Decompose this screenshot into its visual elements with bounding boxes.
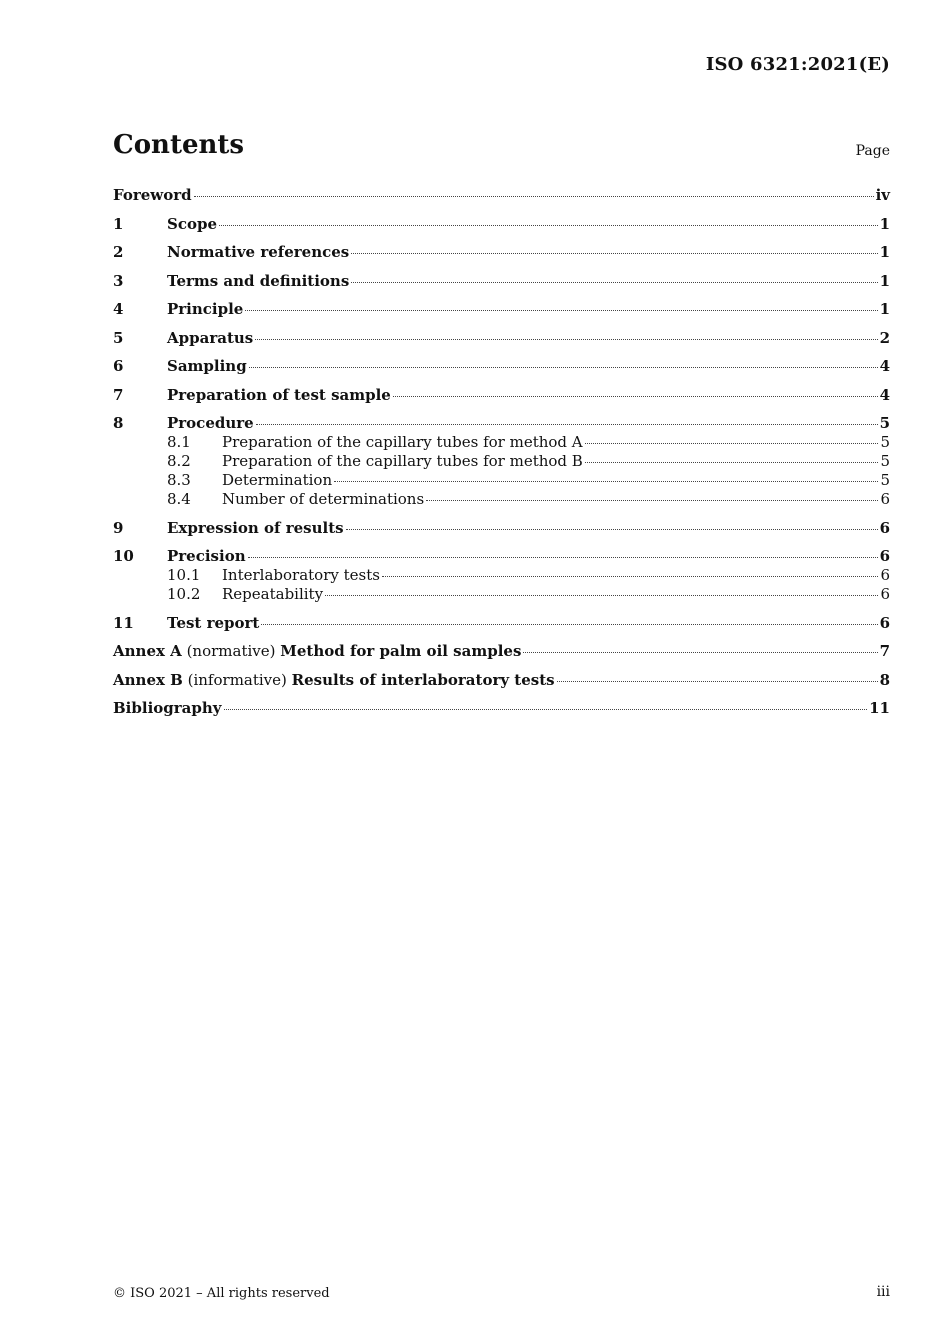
leader-dots <box>249 366 878 368</box>
toc-subentry-10-2[interactable] <box>113 585 890 604</box>
toc-title: Precision <box>167 547 246 565</box>
toc-page: 6 <box>879 613 890 632</box>
toc-entry-principle[interactable] <box>113 300 890 319</box>
toc-subnumber: 8.2 <box>167 452 191 470</box>
toc-entry-procedure[interactable] <box>113 414 890 433</box>
annex-title: Results of interlaboratory tests <box>291 670 555 689</box>
toc-subnumber: 10.1 <box>167 566 201 584</box>
toc-number: 6 <box>113 357 124 375</box>
toc-subentry-10-1[interactable] <box>113 566 890 585</box>
toc-page: 5 <box>880 471 890 489</box>
toc-title: Preparation of test sample <box>167 385 391 404</box>
toc-entry-foreword[interactable] <box>113 186 890 205</box>
toc-subentry-8-4[interactable] <box>113 490 890 509</box>
toc-title: Procedure <box>167 414 254 432</box>
toc-number: 5 <box>113 328 124 347</box>
toc-title: Foreword <box>113 186 192 204</box>
toc-number: 1 <box>113 214 124 233</box>
toc-page: 6 <box>879 518 890 537</box>
toc-title <box>113 671 555 690</box>
leader-dots <box>426 499 878 501</box>
leader-dots <box>351 281 877 283</box>
toc-title: Apparatus <box>167 328 254 347</box>
toc-number: 4 <box>113 300 124 318</box>
leader-dots <box>351 252 877 254</box>
copyright-notice: © ISO 2021 – All rights reserved <box>113 1286 330 1301</box>
toc-title: Sampling <box>167 357 247 375</box>
toc-page: 11 <box>869 699 890 717</box>
leader-dots <box>256 423 878 425</box>
toc-number: 11 <box>113 613 134 632</box>
leader-dots <box>523 651 877 653</box>
toc-subnumber: 8.3 <box>167 471 191 489</box>
toc-subentry-8-2[interactable] <box>113 452 890 471</box>
annex-label: Annex A <box>113 642 182 660</box>
leader-dots <box>261 623 877 625</box>
leader-dots <box>585 461 879 463</box>
toc-subentry-8-1[interactable] <box>113 433 890 452</box>
page-title: Contents <box>113 130 245 160</box>
toc-page: 1 <box>879 271 890 290</box>
toc-entry-annex-a[interactable] <box>113 642 890 661</box>
toc-title: Expression of results <box>167 518 344 537</box>
toc-page: 5 <box>880 433 890 451</box>
leader-dots <box>194 195 874 197</box>
toc-entry-terms-and-definitions[interactable] <box>113 272 890 291</box>
leader-dots <box>382 575 879 577</box>
toc-page: 6 <box>880 490 890 508</box>
leader-dots <box>346 528 878 530</box>
toc-entry-apparatus[interactable] <box>113 329 890 348</box>
toc-page: 5 <box>880 452 890 470</box>
leader-dots <box>325 594 878 596</box>
toc-number: 7 <box>113 385 124 404</box>
toc-title <box>113 642 521 661</box>
toc-entry-bibliography[interactable] <box>113 699 890 718</box>
toc-title: Normative references <box>167 243 350 261</box>
toc-page: 6 <box>880 585 890 603</box>
toc-page: 4 <box>879 357 890 375</box>
toc-page: 1 <box>879 214 890 233</box>
toc-number: 2 <box>113 243 124 261</box>
page-number: iii <box>876 1284 890 1300</box>
toc-page: 2 <box>879 328 890 347</box>
toc-entry-annex-b[interactable] <box>113 671 890 690</box>
toc-page: 6 <box>880 566 890 584</box>
table-of-contents <box>113 186 890 728</box>
toc-title: Determination <box>222 471 333 489</box>
leader-dots <box>585 442 879 444</box>
toc-subnumber: 8.4 <box>167 490 191 508</box>
toc-page: 1 <box>879 300 890 318</box>
toc-number: 3 <box>113 271 124 290</box>
toc-entry-expression-of-results[interactable] <box>113 519 890 538</box>
page-column-label: Page <box>855 143 890 159</box>
leader-dots <box>224 708 868 710</box>
toc-title: Test report <box>167 613 260 632</box>
toc-entry-preparation-of-test-sample[interactable] <box>113 386 890 405</box>
leader-dots <box>393 395 878 397</box>
toc-title: Repeatability <box>222 585 324 603</box>
toc-number: 10 <box>113 547 134 565</box>
toc-subentry-8-3[interactable] <box>113 471 890 490</box>
toc-entry-precision[interactable] <box>113 547 890 566</box>
toc-title: Preparation of the capillary tubes for method A <box>222 433 583 451</box>
toc-page: 6 <box>879 547 890 565</box>
annex-qualifier: (informative) <box>187 670 287 689</box>
toc-title: Principle <box>167 300 244 318</box>
toc-entry-test-report[interactable] <box>113 614 890 633</box>
toc-number: 8 <box>113 414 124 432</box>
toc-page: 1 <box>879 243 890 261</box>
annex-qualifier: (normative) <box>186 642 276 660</box>
toc-title: Interlaboratory tests <box>222 566 380 584</box>
toc-page: 8 <box>879 670 890 689</box>
annex-label: Annex B <box>113 670 183 689</box>
toc-page: 4 <box>879 385 890 404</box>
toc-entry-normative-references[interactable] <box>113 243 890 262</box>
leader-dots <box>245 309 877 311</box>
toc-entry-sampling[interactable] <box>113 357 890 376</box>
toc-page: iv <box>875 186 890 204</box>
leader-dots <box>557 680 878 682</box>
leader-dots <box>219 224 878 226</box>
leader-dots <box>334 480 878 482</box>
leader-dots <box>255 338 877 340</box>
toc-title: Scope <box>167 214 218 233</box>
toc-subnumber: 8.1 <box>167 433 191 451</box>
leader-dots <box>248 556 878 558</box>
toc-number: 9 <box>113 518 124 537</box>
annex-title: Method for palm oil samples <box>280 642 522 660</box>
toc-title: Terms and definitions <box>167 271 350 290</box>
document-id: ISO 6321:2021(E) <box>705 54 890 75</box>
toc-title: Bibliography <box>113 699 222 717</box>
toc-entry-scope[interactable] <box>113 215 890 234</box>
toc-page: 7 <box>879 642 890 660</box>
toc-title: Preparation of the capillary tubes for method B <box>222 452 583 470</box>
toc-page: 5 <box>879 414 890 432</box>
toc-title: Number of determinations <box>222 490 425 508</box>
toc-subnumber: 10.2 <box>167 585 201 603</box>
